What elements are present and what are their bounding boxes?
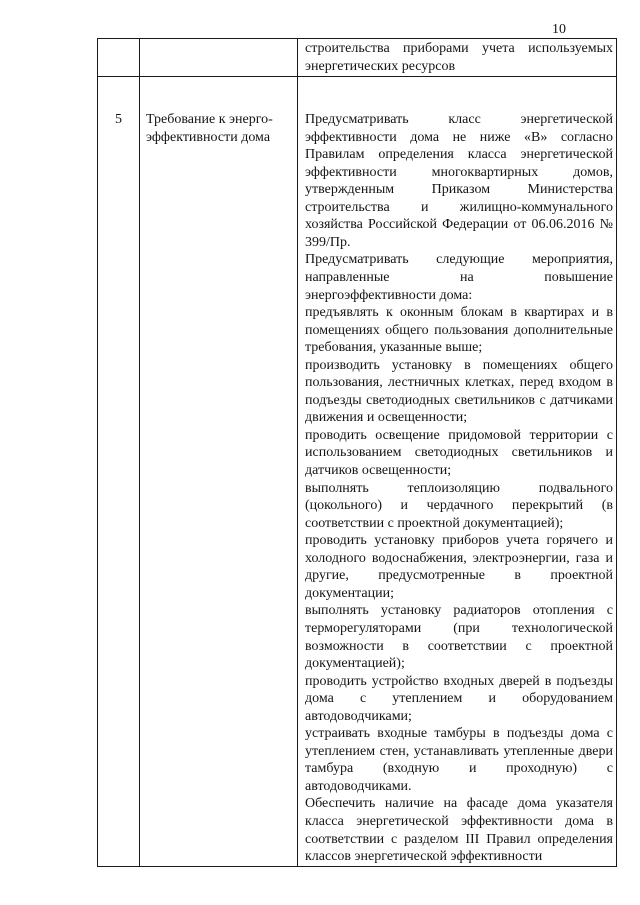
row-content-cell bbox=[298, 39, 617, 77]
requirement-paragraph: выполнять теплоизоляцию подвального (цокольного) и чердачного перекрытий (в соответствии с проектной документацией); bbox=[305, 480, 613, 531]
row-label-cell: Требование к энерго-эффективности дома bbox=[140, 77, 298, 867]
requirement-paragraph: Предусматривать следующие мероприятия, направленные на повышение энергоэффективности дома: bbox=[305, 252, 613, 303]
requirement-paragraph: Предусматривать класс энергетической эффективности дома не ниже «В» согласно Правилам определения класса энергетической эффективности многоквартирных домов, утвержденным Приказом Министерства строительства и жилищно-коммунального хозяйства Российской Федерации от 06.06.2016 № 399/Пр. bbox=[305, 112, 613, 250]
requirement-paragraph: Обеспечить наличие на фасаде дома указателя класса энергетической эффективности дома в соответствии с разделом III Правил определения классов энергетической эффективности bbox=[305, 796, 613, 865]
requirement-paragraph: устраивать входные тамбуры в подъезды дома с утеплением стен, устанавливать утепленные двери тамбура (входную и проходную) с автодоводчиками. bbox=[305, 726, 613, 794]
requirement-paragraph: проводить установку приборов учета горячего и холодного водоснабжения, электроэнергии, газа и другие, предусмотренные в проектной документации; bbox=[305, 533, 613, 601]
requirement-paragraph: предъявлять к оконным блокам в квартирах и в помещениях общего пользования дополнительные требования, указанные выше; bbox=[305, 305, 613, 356]
requirements-table bbox=[97, 38, 617, 867]
row-label-cell bbox=[140, 39, 298, 77]
continuation-text: строительства приборами учета используемых энергетических ресурсов bbox=[305, 41, 613, 74]
table-row bbox=[98, 39, 617, 77]
row-number-cell: 5 bbox=[98, 77, 140, 867]
table-row bbox=[98, 77, 617, 867]
requirement-paragraph: производить установку в помещениях общего пользования, лестничных клетках, перед входом в подъезды светодиодных светильников с датчиками движения и освещенности; bbox=[305, 357, 613, 426]
row-number-cell bbox=[98, 39, 140, 77]
requirement-paragraph: проводить освещение придомовой территории с использованием светодиодных светильников и датчиков освещенности; bbox=[305, 427, 613, 479]
requirement-paragraph: выполнять установку радиаторов отопления с терморегуляторами (при технологической возможности в соответствии с проектной документацией); bbox=[305, 603, 613, 672]
requirement-paragraph: проводить устройство входных дверей в подъезды дома с утеплением и оборудованием автодоводчиками; bbox=[305, 673, 613, 724]
page-number: 10 bbox=[552, 22, 566, 37]
row-content-cell bbox=[298, 77, 617, 867]
